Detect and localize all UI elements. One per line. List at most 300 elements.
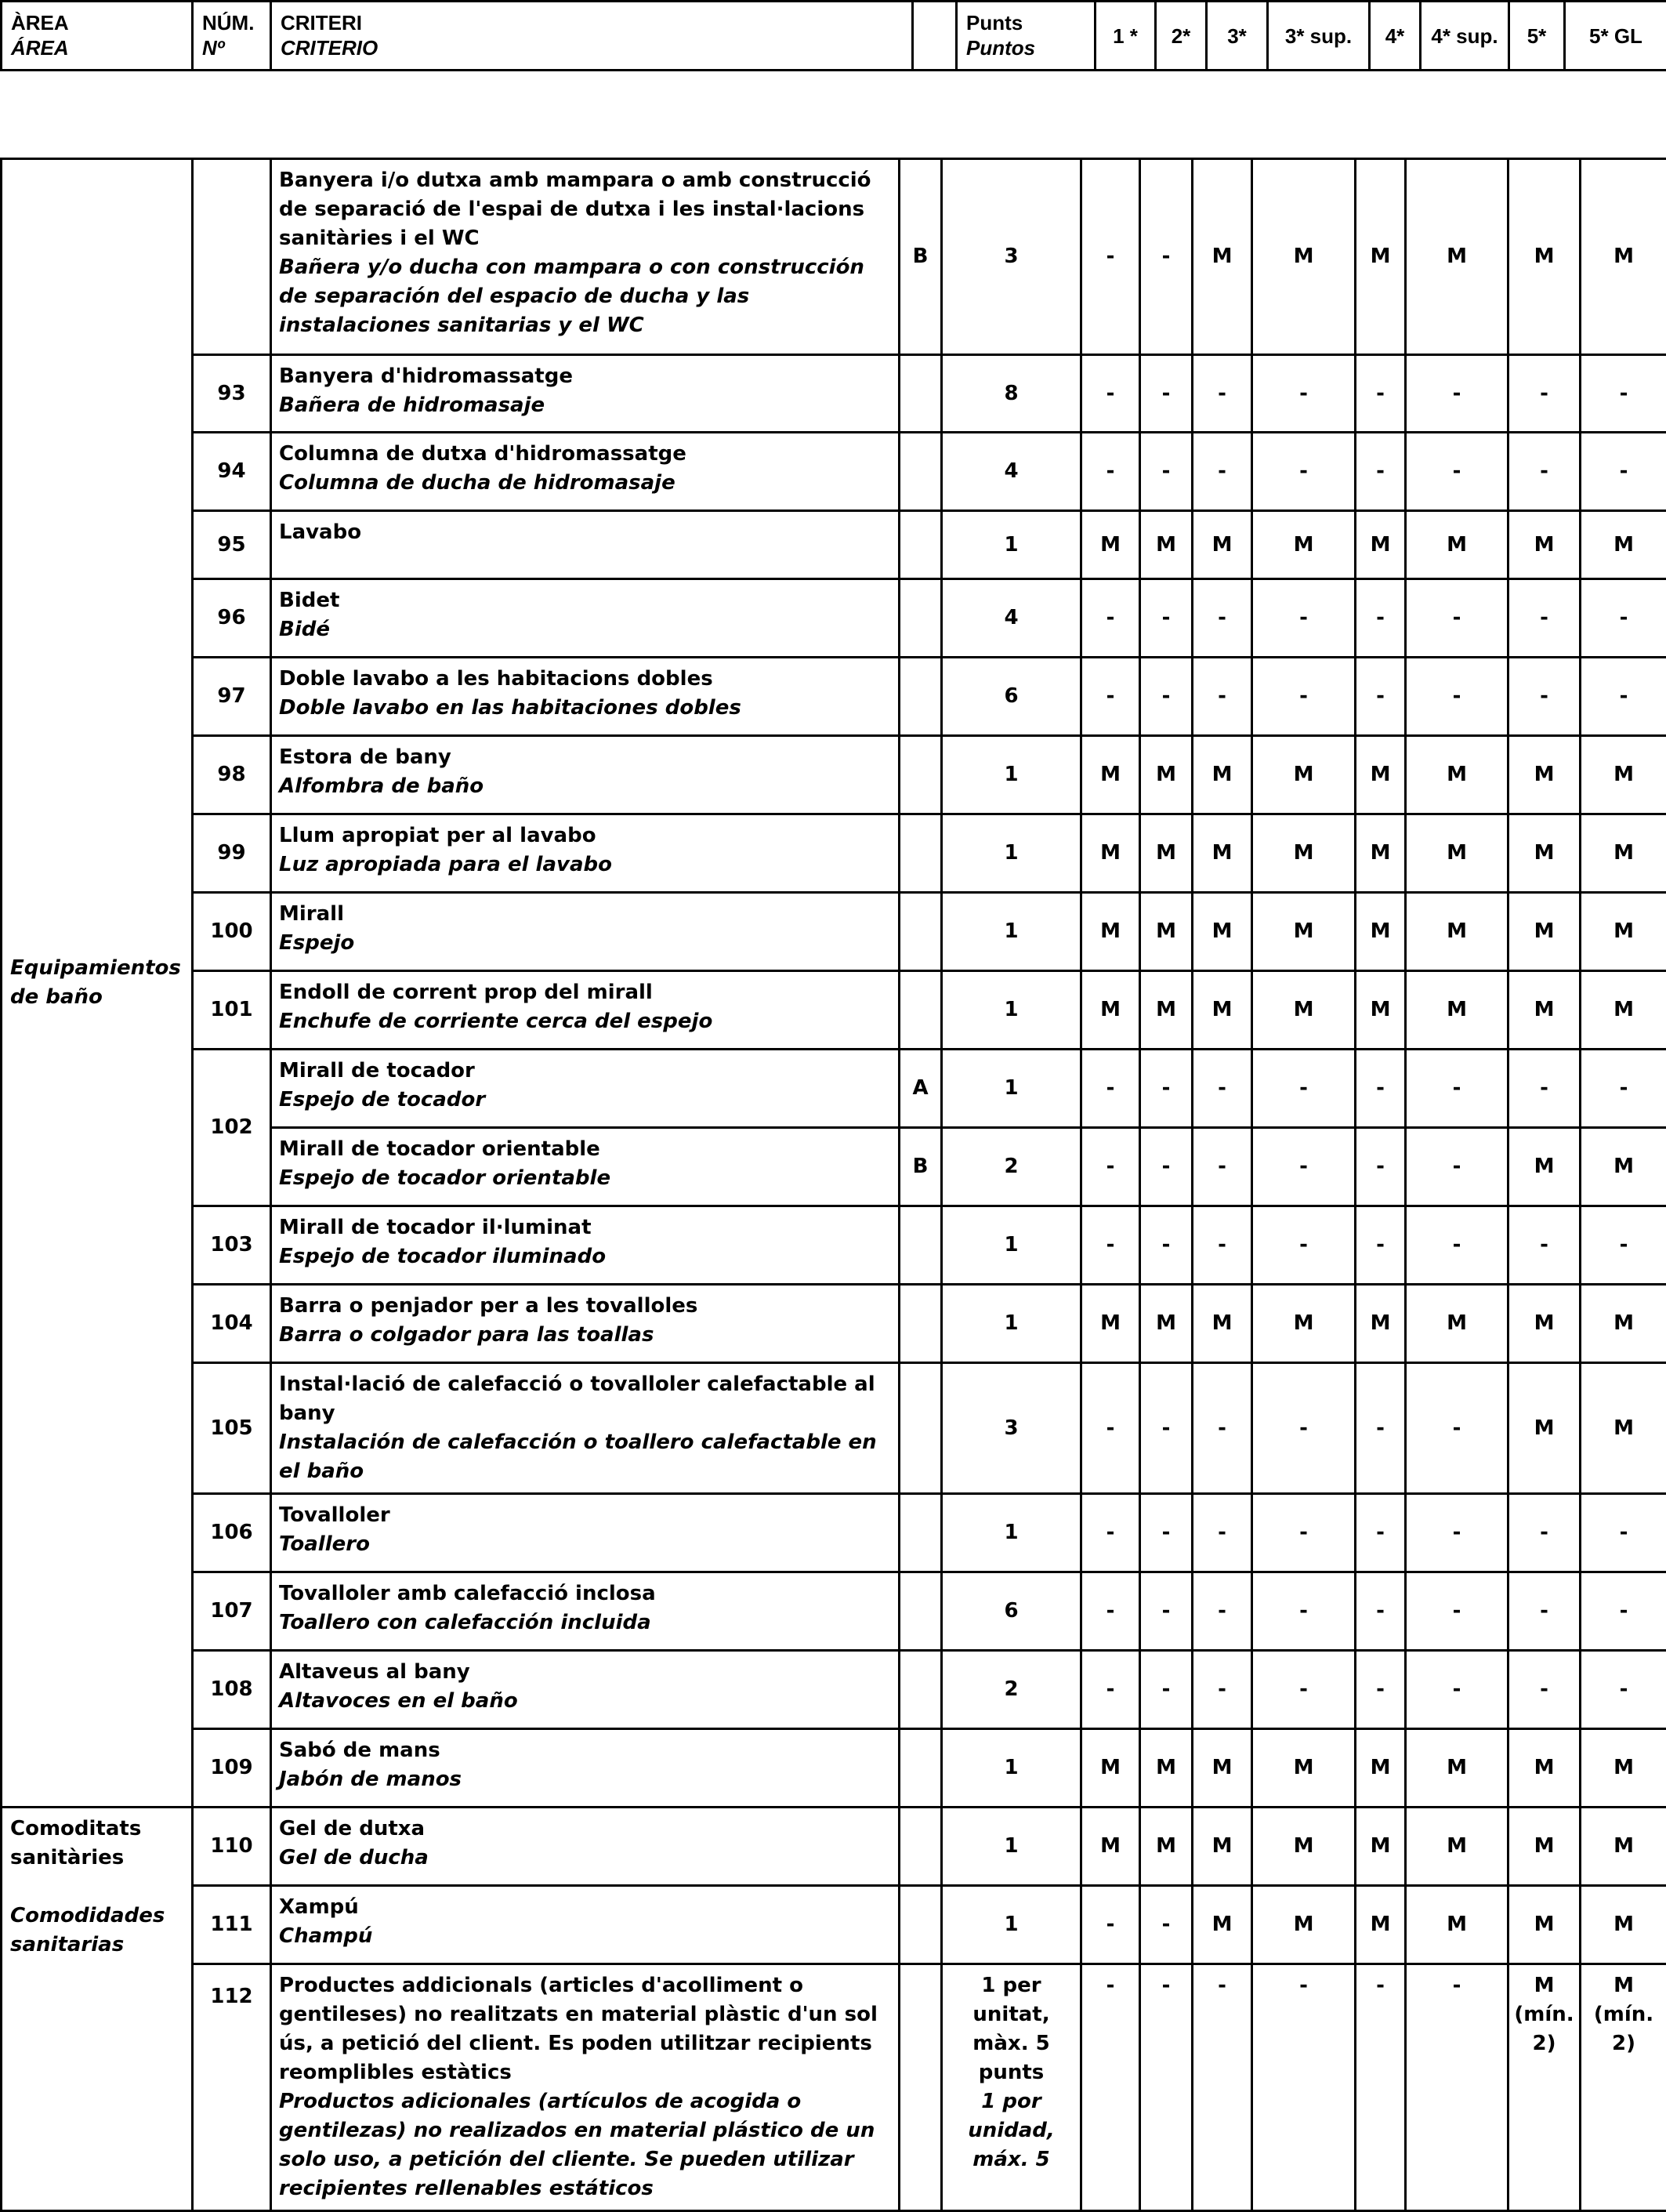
category-value: - <box>1140 1572 1193 1651</box>
criterion-text <box>271 579 900 658</box>
header-cat: 4* <box>1370 2 1421 71</box>
category-value: M <box>1193 736 1252 814</box>
criterion-label-ca: Tovalloler amb calefacció inclosa <box>279 1579 892 1608</box>
criterion-number: 99 <box>193 814 271 893</box>
category-value: M <box>1140 1285 1193 1363</box>
category-value: - <box>1081 1206 1140 1285</box>
criterion-label-es: Gel de ducha <box>279 1844 892 1873</box>
table-row <box>2 1729 1666 1808</box>
category-value: M <box>1508 1128 1581 1206</box>
area-cell-equipamientos <box>2 159 193 1808</box>
criterion-letter <box>900 1886 942 1964</box>
criterion-letter <box>900 579 942 658</box>
category-value: - <box>1252 1651 1356 1729</box>
criterion-number: 109 <box>193 1729 271 1808</box>
criterion-text <box>271 1886 900 1964</box>
criterion-label-es: Bidé <box>279 615 892 644</box>
category-value: - <box>1140 1363 1193 1494</box>
category-value: M <box>1193 1886 1252 1964</box>
category-value: M <box>1508 814 1581 893</box>
category-value: - <box>1406 1651 1508 1729</box>
category-value: - <box>1081 433 1140 511</box>
criterion-text <box>271 1964 900 2211</box>
criterion-points: 1 <box>942 1494 1081 1572</box>
category-value: - <box>1356 433 1406 511</box>
category-value: - <box>1508 1206 1581 1285</box>
criterion-points: 1 <box>942 1886 1081 1964</box>
criterion-label-ca: Llum apropiat per al lavabo <box>279 821 892 850</box>
table-row <box>2 1651 1666 1729</box>
category-value: M <box>1140 736 1193 814</box>
criterion-text <box>271 1128 900 1206</box>
criterion-number: 104 <box>193 1285 271 1363</box>
category-value: - <box>1356 1964 1406 2211</box>
criterion-points: 1 <box>942 971 1081 1050</box>
category-value: - <box>1356 579 1406 658</box>
category-value: M <box>1356 1886 1406 1964</box>
category-value: - <box>1406 579 1508 658</box>
category-value: - <box>1193 355 1252 433</box>
criterion-points <box>942 1964 1081 2211</box>
category-value: M <box>1193 814 1252 893</box>
category-value: - <box>1581 1206 1666 1285</box>
criterion-letter: B <box>900 1128 942 1206</box>
table-row <box>2 1808 1666 1886</box>
table-row <box>2 736 1666 814</box>
category-value: - <box>1356 1572 1406 1651</box>
category-value: - <box>1252 1494 1356 1572</box>
criterion-label-es: Espejo de tocador iluminado <box>279 1242 892 1271</box>
category-value: - <box>1140 1050 1193 1128</box>
category-value: - <box>1581 433 1666 511</box>
category-value: M <box>1508 1729 1581 1808</box>
category-value: - <box>1252 355 1356 433</box>
criterion-points: 4 <box>942 433 1081 511</box>
criterion-text <box>271 1729 900 1808</box>
header-cat: 1 * <box>1096 2 1156 71</box>
criterion-letter <box>900 893 942 971</box>
table-row <box>2 579 1666 658</box>
table-row <box>2 355 1666 433</box>
category-value: M <box>1581 1808 1666 1886</box>
criterion-label-ca: Instal·lació de calefacció o tovalloler calefactable al bany <box>279 1370 892 1428</box>
criterion-label-ca: Altaveus al bany <box>279 1658 892 1687</box>
category-value: - <box>1193 1572 1252 1651</box>
category-value: - <box>1193 1206 1252 1285</box>
criterion-number: 94 <box>193 433 271 511</box>
header-cat: 3* <box>1207 2 1268 71</box>
category-value: M <box>1193 1729 1252 1808</box>
criterion-label-es: Jabón de manos <box>279 1765 892 1794</box>
criterion-label-ca: Lavabo <box>279 518 892 547</box>
category-value: M <box>1508 736 1581 814</box>
criterion-label-ca: Mirall de tocador <box>279 1057 892 1086</box>
criterion-letter <box>900 1964 942 2211</box>
criterion-label-ca: Endoll de corrent prop del mirall <box>279 978 892 1007</box>
criterion-points: 2 <box>942 1651 1081 1729</box>
category-value: M <box>1581 736 1666 814</box>
criterion-points: 1 <box>942 1206 1081 1285</box>
category-value: - <box>1252 1128 1356 1206</box>
category-value: M <box>1406 893 1508 971</box>
category-value: M <box>1508 1363 1581 1494</box>
category-value: - <box>1140 433 1193 511</box>
category-value: - <box>1140 579 1193 658</box>
category-value: - <box>1140 1128 1193 1206</box>
category-value: - <box>1406 1050 1508 1128</box>
header-area: ÀREA ÁREA <box>2 2 193 71</box>
category-value: - <box>1081 1050 1140 1128</box>
category-value: - <box>1140 1651 1193 1729</box>
criterion-label-es: Doble lavabo en las habitaciones dobles <box>279 694 892 723</box>
category-value: - <box>1581 1050 1666 1128</box>
criterion-points: 3 <box>942 1363 1081 1494</box>
criterion-letter <box>900 1572 942 1651</box>
category-value: M <box>1356 814 1406 893</box>
criterion-label-es: Bañera de hidromasaje <box>279 391 892 420</box>
criterion-number: 107 <box>193 1572 271 1651</box>
category-value: M <box>1581 1886 1666 1964</box>
category-value: M <box>1081 814 1140 893</box>
header-criteria: CRITERI CRITERIO <box>271 2 913 71</box>
category-value: - <box>1140 1494 1193 1572</box>
category-value: - <box>1140 159 1193 355</box>
category-value: - <box>1508 1494 1581 1572</box>
category-value: M <box>1081 1808 1140 1886</box>
criterion-letter <box>900 1363 942 1494</box>
category-value: - <box>1406 658 1508 736</box>
category-value: M <box>1193 1285 1252 1363</box>
category-value: - <box>1081 1363 1140 1494</box>
criteria-table <box>0 158 1666 2212</box>
category-value: M <box>1406 1285 1508 1363</box>
header-cat: 5* <box>1509 2 1565 71</box>
criterion-points: 2 <box>942 1128 1081 1206</box>
category-value: - <box>1140 1886 1193 1964</box>
criterion-number <box>193 159 271 355</box>
criterion-number: 93 <box>193 355 271 433</box>
criterion-label-es: Espejo de tocador orientable <box>279 1164 892 1193</box>
category-value: M <box>1508 1285 1581 1363</box>
category-value: - <box>1406 355 1508 433</box>
category-value: M <box>1406 1729 1508 1808</box>
criterion-text <box>271 159 900 355</box>
category-value: M <box>1081 971 1140 1050</box>
criterion-label-ca: Xampú <box>279 1893 892 1922</box>
criterion-letter <box>900 355 942 433</box>
category-value: - <box>1081 658 1140 736</box>
category-value: M <box>1252 814 1356 893</box>
area-label-es: Comodidades sanitarias <box>10 1902 191 1960</box>
category-value: - <box>1356 1363 1406 1494</box>
category-value: - <box>1193 658 1252 736</box>
criterion-label-ca: Mirall de tocador orientable <box>279 1135 892 1164</box>
criterion-label-ca: Barra o penjador per a les tovalloles <box>279 1292 892 1321</box>
criterion-text <box>271 1206 900 1285</box>
category-value: M <box>1581 1128 1666 1206</box>
category-value: M <box>1581 814 1666 893</box>
criterion-points: 1 <box>942 736 1081 814</box>
criterion-letter: A <box>900 1050 942 1128</box>
points-ca: 1 per unitat, màx. 5 punts <box>972 1974 1049 2084</box>
criterion-points: 1 <box>942 814 1081 893</box>
category-value: M <box>1252 1729 1356 1808</box>
category-value: M <box>1406 971 1508 1050</box>
criterion-points: 1 <box>942 1285 1081 1363</box>
category-value: M <box>1356 1285 1406 1363</box>
category-value: M <box>1193 1808 1252 1886</box>
header-cat: 2* <box>1156 2 1207 71</box>
category-value: M <box>1081 511 1140 579</box>
criterion-letter <box>900 1651 942 1729</box>
category-value: M <box>1356 971 1406 1050</box>
criterion-number: 112 <box>193 1964 271 2211</box>
category-value: - <box>1581 1651 1666 1729</box>
table-row <box>2 1363 1666 1494</box>
criterion-number: 101 <box>193 971 271 1050</box>
category-value: - <box>1081 1886 1140 1964</box>
category-value: - <box>1356 658 1406 736</box>
table-row <box>2 1572 1666 1651</box>
category-value: M <box>1406 511 1508 579</box>
category-value: M <box>1140 814 1193 893</box>
category-value: - <box>1252 1206 1356 1285</box>
category-value: M <box>1252 736 1356 814</box>
category-value: M <box>1140 1729 1193 1808</box>
criterion-text <box>271 736 900 814</box>
category-value: - <box>1252 1363 1356 1494</box>
category-value: - <box>1406 1964 1508 2211</box>
criterion-label-ca: Tovalloler <box>279 1501 892 1530</box>
category-value: - <box>1252 1050 1356 1128</box>
category-value: M <box>1140 1808 1193 1886</box>
category-value: - <box>1081 579 1140 658</box>
category-value: M <box>1356 159 1406 355</box>
criterion-text <box>271 1808 900 1886</box>
criterion-label-ca: Columna de dutxa d'hidromassatge <box>279 440 892 469</box>
criterion-number: 105 <box>193 1363 271 1494</box>
criterion-number: 108 <box>193 1651 271 1729</box>
category-value: - <box>1581 579 1666 658</box>
category-value: M <box>1508 159 1581 355</box>
criterion-text <box>271 658 900 736</box>
criterion-label-ca: Doble lavabo a les habitacions dobles <box>279 665 892 694</box>
criterion-letter <box>900 1729 942 1808</box>
criterion-label-ca: Banyera i/o dutxa amb mampara o amb construcció de separació de l'espai de dutxa i les instal·lacions sanitàries i el WC <box>279 166 892 253</box>
criterion-points: 4 <box>942 579 1081 658</box>
criterion-letter <box>900 1494 942 1572</box>
area-label-ca: Comoditats sanitàries <box>10 1817 141 1869</box>
table-row <box>2 893 1666 971</box>
category-value: - <box>1356 1128 1406 1206</box>
category-value: - <box>1081 1572 1140 1651</box>
criterion-text <box>271 893 900 971</box>
category-value: - <box>1140 1964 1193 2211</box>
header-row <box>2 2 1666 71</box>
criterion-text <box>271 1285 900 1363</box>
category-value: - <box>1581 1494 1666 1572</box>
category-value: - <box>1356 1050 1406 1128</box>
criterion-number: 103 <box>193 1206 271 1285</box>
category-value: - <box>1081 1128 1140 1206</box>
criterion-text <box>271 1572 900 1651</box>
category-value: - <box>1252 1572 1356 1651</box>
category-value: M <box>1508 971 1581 1050</box>
criterion-letter <box>900 736 942 814</box>
category-value: - <box>1356 1494 1406 1572</box>
category-value: M <box>1140 511 1193 579</box>
criterion-points: 1 <box>942 893 1081 971</box>
header-points: Punts Puntos <box>957 2 1096 71</box>
criterion-text <box>271 814 900 893</box>
category-value: M <box>1081 893 1140 971</box>
category-value: M <box>1356 736 1406 814</box>
category-value: - <box>1406 1128 1508 1206</box>
category-value: M <box>1252 893 1356 971</box>
category-value: M <box>1081 1285 1140 1363</box>
criterion-label-ca: Banyera d'hidromassatge <box>279 362 892 391</box>
criterion-label-ca: Productes addicionals (articles d'acolliment o gentileses) no realitzats en material plàstic d'un sol ús, a petició del client. Es poden utilitzar recipients reomplibles estàtics <box>279 1971 892 2087</box>
category-value: M (mín. 2) <box>1508 1964 1581 2211</box>
criterion-letter: B <box>900 159 942 355</box>
criterion-text <box>271 1651 900 1729</box>
category-value: M <box>1581 511 1666 579</box>
category-value: M <box>1406 1886 1508 1964</box>
category-value: - <box>1406 1206 1508 1285</box>
area-cell-comoditats <box>2 1808 193 2211</box>
criterion-label-ca: Gel de dutxa <box>279 1815 892 1844</box>
category-value: - <box>1581 1572 1666 1651</box>
category-value: M <box>1252 511 1356 579</box>
category-value: M <box>1356 511 1406 579</box>
category-value: M <box>1356 1729 1406 1808</box>
area-label-es: Equipamientos de baño <box>10 954 191 1012</box>
table-row <box>2 1494 1666 1572</box>
category-value: - <box>1508 1572 1581 1651</box>
category-value: M <box>1356 1808 1406 1886</box>
header-letter <box>913 2 957 71</box>
criterion-number: 97 <box>193 658 271 736</box>
category-value: - <box>1140 355 1193 433</box>
category-value: M <box>1508 893 1581 971</box>
category-value: - <box>1081 1964 1140 2211</box>
criterion-text <box>271 1050 900 1128</box>
area-spacer <box>10 1873 191 1902</box>
category-value: - <box>1193 579 1252 658</box>
table-row <box>2 1285 1666 1363</box>
category-value: - <box>1508 433 1581 511</box>
category-value: M <box>1581 159 1666 355</box>
header-cat: 5* GL <box>1565 2 1666 71</box>
table-row <box>2 658 1666 736</box>
category-value: M <box>1581 971 1666 1050</box>
criterion-points: 6 <box>942 1572 1081 1651</box>
category-value: M <box>1252 1285 1356 1363</box>
category-value: - <box>1081 355 1140 433</box>
category-value: M <box>1581 893 1666 971</box>
category-value: - <box>1193 433 1252 511</box>
criterion-number: 96 <box>193 579 271 658</box>
criterion-text <box>271 511 900 579</box>
criterion-letter <box>900 1206 942 1285</box>
criterion-number: 98 <box>193 736 271 814</box>
category-value: - <box>1356 1651 1406 1729</box>
category-value: - <box>1356 355 1406 433</box>
criterion-number: 110 <box>193 1808 271 1886</box>
criterion-label-ca: Mirall <box>279 900 892 929</box>
category-value: - <box>1193 1363 1252 1494</box>
criterion-label-es: Columna de ducha de hidromasaje <box>279 469 892 498</box>
category-value: M <box>1406 736 1508 814</box>
category-value: - <box>1581 658 1666 736</box>
criterion-points: 6 <box>942 658 1081 736</box>
category-value: M <box>1081 1729 1140 1808</box>
criterion-number: 111 <box>193 1886 271 1964</box>
category-value: - <box>1581 355 1666 433</box>
criterion-label-ca: Estora de bany <box>279 743 892 772</box>
criterion-letter <box>900 971 942 1050</box>
criterion-text <box>271 971 900 1050</box>
category-value: - <box>1081 1651 1140 1729</box>
criterion-letter <box>900 433 942 511</box>
category-value: M <box>1508 1808 1581 1886</box>
category-value: M <box>1193 893 1252 971</box>
category-value: - <box>1081 159 1140 355</box>
criterion-points: 1 <box>942 1050 1081 1128</box>
criterion-number: 106 <box>193 1494 271 1572</box>
criterion-label-es: Luz apropiada para el lavabo <box>279 850 892 879</box>
header-num: NÚM. Nº <box>193 2 271 71</box>
criterion-label-ca: Bidet <box>279 586 892 615</box>
criterion-points: 1 <box>942 1808 1081 1886</box>
category-value: - <box>1252 658 1356 736</box>
criterion-text <box>271 433 900 511</box>
category-value: M <box>1140 971 1193 1050</box>
category-value: M <box>1081 736 1140 814</box>
category-value: - <box>1252 433 1356 511</box>
criterion-text <box>271 1494 900 1572</box>
category-value: - <box>1193 1964 1252 2211</box>
category-value: M <box>1581 1729 1666 1808</box>
criterion-letter <box>900 658 942 736</box>
category-value: - <box>1508 1651 1581 1729</box>
category-value: M <box>1252 159 1356 355</box>
category-value: M <box>1252 1886 1356 1964</box>
table-row <box>2 1886 1666 1964</box>
table-row <box>2 511 1666 579</box>
criterion-points: 3 <box>942 159 1081 355</box>
criterion-points: 1 <box>942 511 1081 579</box>
category-value: M (mín. 2) <box>1581 1964 1666 2211</box>
table-row <box>2 1206 1666 1285</box>
criterion-label-es: Productos adicionales (artículos de acogida o gentilezas) no realizados en material plástico de un solo uso, a petición del cliente. Se pueden utilizar recipientes rellenables estáticos <box>279 2087 892 2203</box>
category-value: M <box>1193 971 1252 1050</box>
category-value: - <box>1406 1572 1508 1651</box>
category-value: - <box>1081 1494 1140 1572</box>
criterion-label-es: Altavoces en el baño <box>279 1687 892 1716</box>
criterion-letter <box>900 1808 942 1886</box>
criterion-letter <box>900 814 942 893</box>
header-table <box>0 0 1666 71</box>
category-value: M <box>1140 893 1193 971</box>
criterion-text <box>271 1363 900 1494</box>
table-row <box>2 814 1666 893</box>
criterion-label-es: Barra o colgador para las toallas <box>279 1321 892 1350</box>
criterion-number: 102 <box>193 1050 271 1206</box>
category-value: - <box>1508 658 1581 736</box>
category-value: M <box>1581 1363 1666 1494</box>
table-row <box>2 159 1666 355</box>
